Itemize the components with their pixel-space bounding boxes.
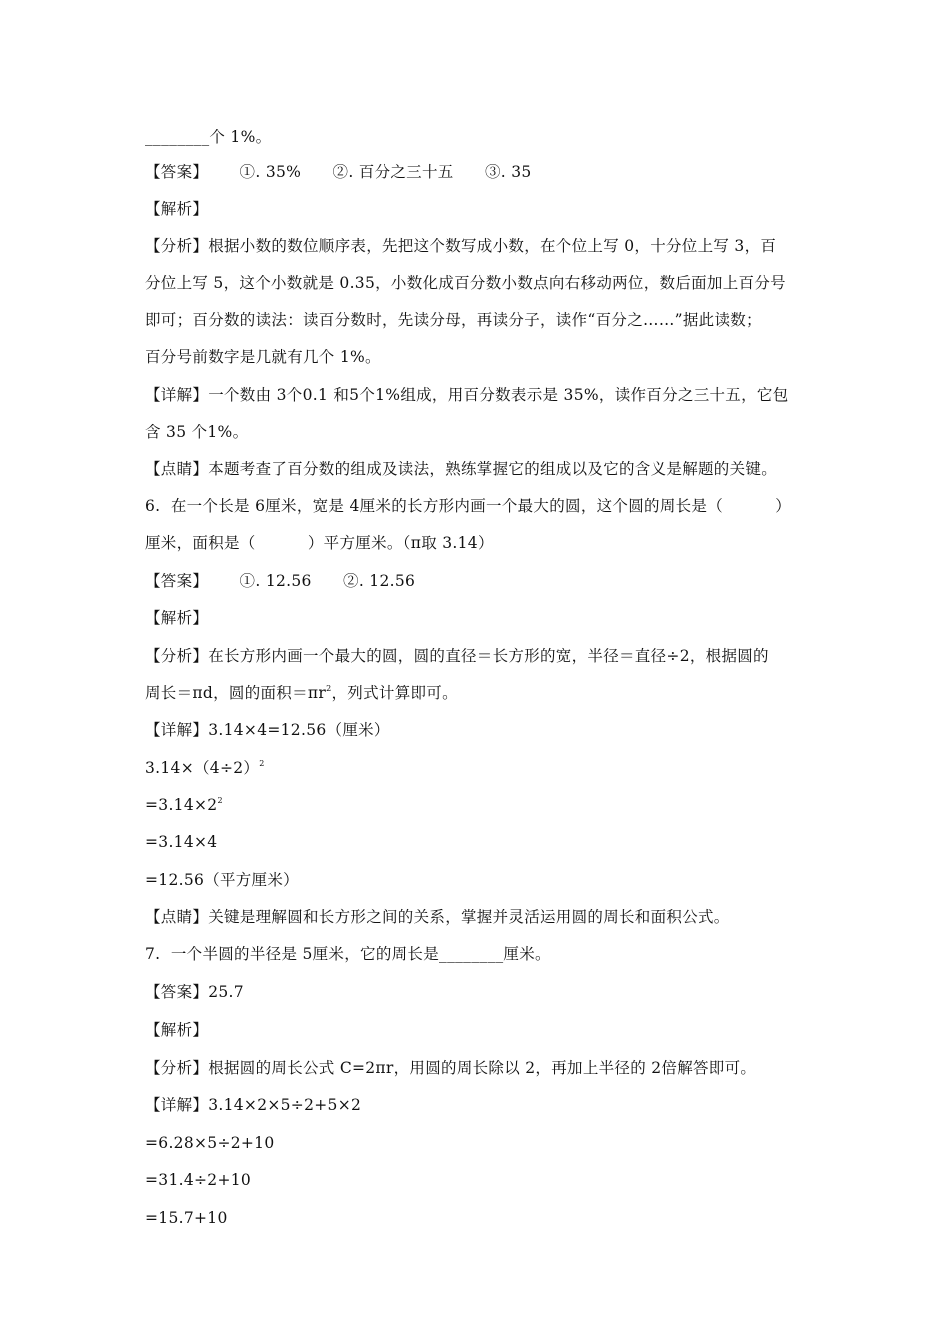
tip-text-q5: 【点睛】本题考查了百分数的组成及读法，熟练掌握它的组成以及它的含义是解题的关键。 xyxy=(145,460,778,478)
analysis-text-q6-2 xyxy=(145,682,458,704)
calc-step-q7-3: =15.7+10 xyxy=(145,1209,228,1227)
analysis-text-q5-4: 百分号前数字是几就有几个 1%。 xyxy=(145,348,381,366)
analysis-text-q5-3: 即可；百分数的读法：读百分数时，先读分母，再读分子，读作“百分之……”据此读数； xyxy=(145,311,762,329)
calc-step-q7-1: =6.28×5÷2+10 xyxy=(145,1134,275,1152)
analysis-heading-q7: 【解析】 xyxy=(145,1021,209,1039)
analysis-text-q6-2-main: 周长＝πd，圆的面积＝πr xyxy=(145,684,327,702)
exponent-2: 2 xyxy=(326,684,332,693)
analysis-text-q5-1: 【分析】根据小数的数位顺序表，先把这个数写成小数，在个位上写 0，十分位上写 3，百 xyxy=(145,237,777,255)
question-6-line-2: 厘米，面积是（ ）平方厘米。（π取 3.14） xyxy=(145,534,494,552)
analysis-text-q7: 【分析】根据圆的周长公式 C=2πr，用圆的周长除以 2，再加上半径的 2倍解答即可。 xyxy=(145,1059,757,1077)
tip-text-q6: 【点睛】关键是理解圆和长方形之间的关系，掌握并灵活运用圆的周长和面积公式。 xyxy=(145,908,730,926)
text-line-1: ________个 1%。 xyxy=(145,128,272,146)
exponent-2: 2 xyxy=(217,796,223,805)
detail-text-q7-1: 【详解】3.14×2×5÷2+5×2 xyxy=(145,1096,362,1114)
calc-step-q6-3: =3.14×4 xyxy=(145,833,218,851)
detail-text-q6-1: 【详解】3.14×4=12.56（厘米） xyxy=(145,721,390,739)
calc-step-q6-2-main: =3.14×2 xyxy=(145,796,218,814)
calc-step-q7-2: =31.4÷2+10 xyxy=(145,1171,252,1189)
answer-line-q5: 【答案】 ①. 35% ②. 百分之三十五 ③. 35 xyxy=(145,163,532,181)
answer-line-q6: 【答案】 ①. 12.56 ②. 12.56 xyxy=(145,572,416,590)
calc-step-q6-4: =12.56（平方厘米） xyxy=(145,871,299,889)
analysis-text-q6-1: 【分析】在长方形内画一个最大的圆，圆的直径＝长方形的宽，半径＝直径÷2，根据圆的 xyxy=(145,647,769,665)
detail-text-q5-1: 【详解】一个数由 3个0.1 和5个1%组成，用百分数表示是 35%，读作百分之三十五，它包 xyxy=(145,386,789,404)
detail-text-q5-2: 含 35 个1%。 xyxy=(145,423,249,441)
calc-step-q6-2 xyxy=(145,794,223,816)
calc-step-q6-1-main: 3.14×（4÷2） xyxy=(145,759,260,777)
analysis-text-q5-2: 分位上写 5，这个小数就是 0.35，小数化成百分数小数点向右移动两位，数后面加上百分号 xyxy=(145,274,786,292)
answer-line-q7: 【答案】25.7 xyxy=(145,983,244,1001)
question-7: 7. 一个半圆的半径是 5厘米，它的周长是________厘米。 xyxy=(145,945,551,963)
exponent-2: 2 xyxy=(259,759,265,768)
question-6-line-1: 6. 在一个长是 6厘米，宽是 4厘米的长方形内画一个最大的圆，这个圆的周长是（ ） xyxy=(145,497,792,515)
analysis-text-q6-2-tail: ，列式计算即可。 xyxy=(331,684,458,702)
analysis-heading-q6: 【解析】 xyxy=(145,609,209,627)
calc-step-q6-1 xyxy=(145,757,265,779)
analysis-heading-q5: 【解析】 xyxy=(145,200,209,218)
